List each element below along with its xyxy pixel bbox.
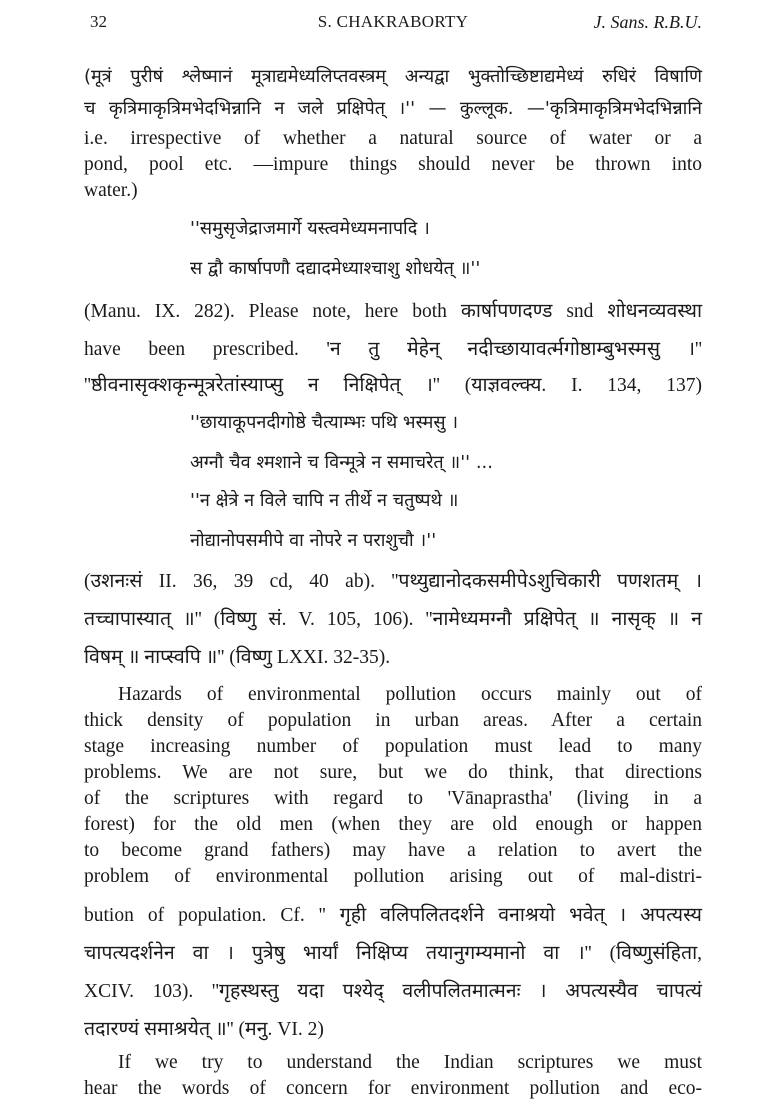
text-line: XCIV. 103). ''गृहस्थस्तु यदा पश्येद् वलीपलितमात्मनः । अपत्यस्यैव चापत्यं <box>84 981 702 1002</box>
text-line: Hazards of environmental pollution occurs mainly out of <box>118 684 702 705</box>
text-line: hear the words of concern for environment pollution and eco- <box>84 1078 702 1099</box>
text-line: ''समुसृजेद्राजमार्गे यस्त्वमेध्यमनापदि । <box>190 218 430 239</box>
text-line: problem of environmental pollution arising out of mal-distri- <box>84 866 702 887</box>
text-line: pond, pool etc. —impure things should never be thrown into <box>84 154 702 175</box>
running-header <box>84 12 702 42</box>
text-line: (Manu. IX. 282). Please note, here both कार्षापणदण्ड snd शोधनव्यवस्था <box>84 301 702 322</box>
text-line: ''न क्षेत्रे न विले चापि न तीर्थे न चतुष्पथे ॥ <box>190 490 459 511</box>
text-line: bution of population. Cf. '' गृही वलिपलितदर्शने वनाश्रयो भवेत् । अपत्यस्य <box>84 905 702 926</box>
text-line: have been prescribed. 'न तु मेहेन् नदीच्छायावर्त्मगोष्ठाम्बुभस्मसु ।'' <box>84 339 702 360</box>
text-line: तच्चापास्यात् ॥'' (विष्णु सं. V. 105, 106). ''नामेध्यमग्नौ प्रक्षिपेत् ॥ नासृक् ॥ न <box>84 609 702 630</box>
text-line: स द्वौ कार्षापणौ दद्यादमेध्याश्चाशु शोधयेत् ॥'' <box>190 258 481 279</box>
text-line: अग्नौ चैव श्मशाने च विन्मूत्रे न समाचरेत् ॥'' ... <box>190 452 493 473</box>
text-line: (उशनःसं II. 36, 39 cd, 40 ab). ''पथ्युद्यानोदकसमीपेऽशुचिकारी पणशतम् । <box>84 571 702 592</box>
text-line: ''ष्ठीवनासृक्शकृन्मूत्ररेतांस्याप्सु न निक्षिपेत् ।'' (याज्ञवल्क्य. I. 134, 137) <box>84 375 702 396</box>
text-line: ''छायाकूपनदीगोष्ठे चैत्याम्भः पथि भस्मसु । <box>190 412 459 433</box>
text-line: problems. We are not sure, but we do think, that directions <box>84 762 702 783</box>
text-line: water.) <box>84 180 138 201</box>
text-line: to become grand fathers) may have a relation to avert the <box>84 840 702 861</box>
journal-title: J. Sans. R.B.U. <box>593 12 702 32</box>
text-line: i.e. irrespective of whether a natural source of water or a <box>84 128 702 149</box>
text-line: of the scriptures with regard to 'Vānaprastha' (living in a <box>84 788 702 809</box>
text-line: च कृत्रिमाकृत्रिमभेदभिन्नानि न जले प्रक्षिपेत् ।'' — कुल्लूक. —'कृत्रिमाकृत्रिमभेदभिन्नानि <box>84 98 702 119</box>
author-name: S. CHAKRABORTY <box>317 12 469 31</box>
text-line: तदारण्यं समाश्रयेत् ॥'' (मनु. VI. 2) <box>84 1019 324 1040</box>
text-line: If we try to understand the Indian scriptures we must <box>118 1052 702 1073</box>
text-line: forest) for the old men (when they are old enough or happen <box>84 814 702 835</box>
text-line: thick density of population in urban areas. After a certain <box>84 710 702 731</box>
text-line: विषम् ॥ नाप्स्वपि ॥'' (विष्णु LXXI. 32-35). <box>84 647 391 668</box>
text-line: नोद्यानोपसमीपे वा नोपरे न पराशुचौ ।'' <box>190 530 437 551</box>
text-line: (मूत्रं पुरीषं श्लेष्मानं मूत्राद्यमेध्यलिप्तवस्त्रम् अन्यद्वा भुक्तोच्छिष्टाद्यमेध्यं रुधिरं विषाणि <box>84 66 702 87</box>
page-number: 32 <box>90 12 107 31</box>
text-line: चापत्यदर्शनेन वा । पुत्रेषु भार्यां निक्षिप्य तयानुगम्यमानो वा ।'' (विष्णुसंहिता, <box>84 943 702 964</box>
text-line: stage increasing number of population must lead to many <box>84 736 702 757</box>
